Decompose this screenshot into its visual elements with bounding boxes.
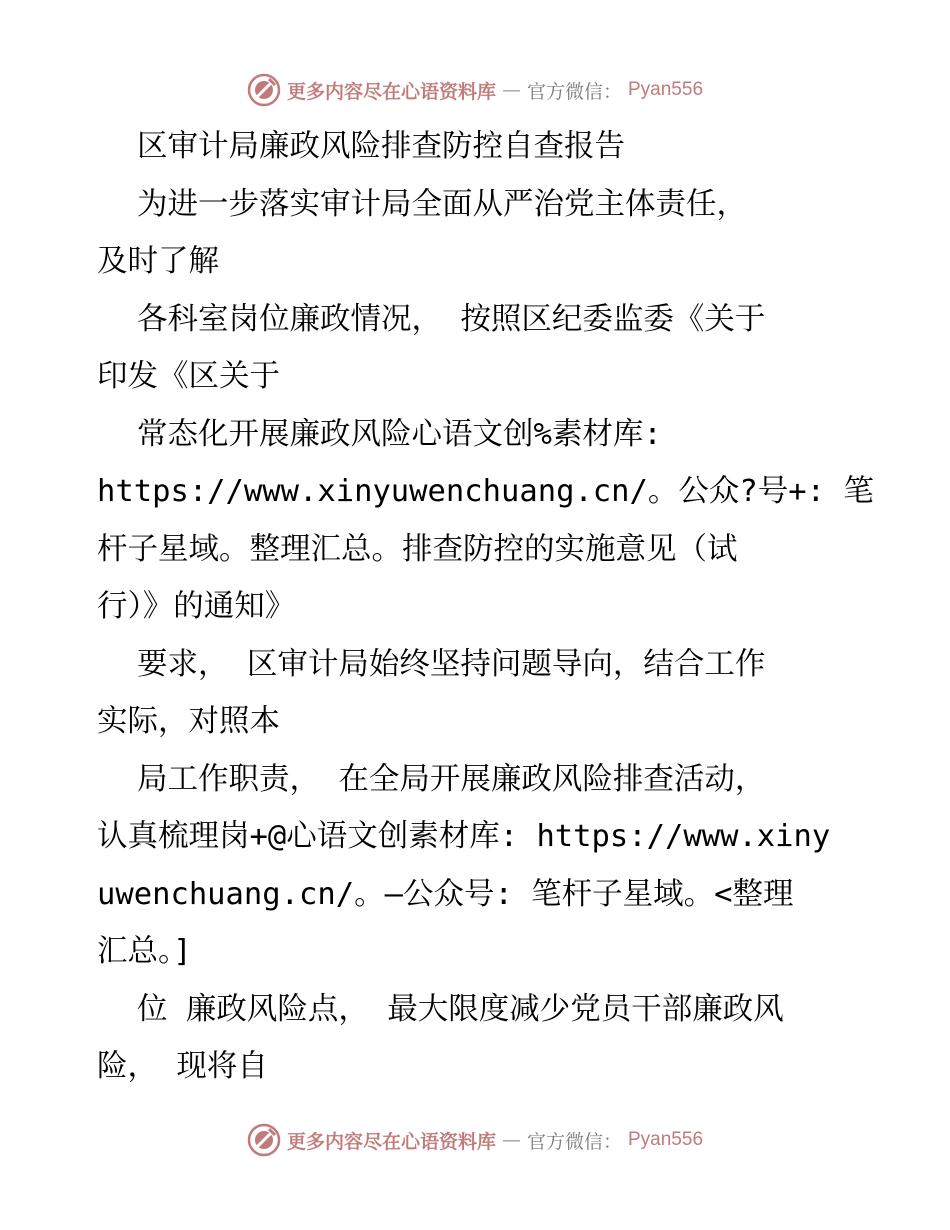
paragraph-line: 行）》的通知》 [97, 589, 296, 624]
paragraph-line: 杆子星域。整理汇总。排查防控的实施意见（试 [97, 531, 738, 567]
paragraph-line: 及时了解 [97, 244, 219, 279]
paragraph-line: uwenchuang.cn/。—公众号: 笔杆子星域。<整理 [97, 876, 794, 912]
paragraph-line: https://www.xinyuwenchuang.cn/。公众?号+: 笔 [97, 474, 874, 509]
pen-logo-icon [247, 73, 281, 107]
paragraph-line: 常态化开展廉政风险心语文创%素材库: [137, 416, 662, 452]
paragraph-line: 认真梳理岗+@心语文创素材库: https://www.xiny [97, 819, 831, 854]
watermark-main-text: 更多内容尽在心语资料库 [286, 80, 496, 103]
watermark-wechat-label: 官方微信： [526, 1130, 622, 1153]
paragraph-line: 险， 现将自 [97, 1049, 268, 1084]
watermark-separator: — [501, 1129, 521, 1151]
watermark-wechat-label: 官方微信： [526, 80, 622, 103]
paragraph-line: 汇总。] [97, 934, 192, 969]
watermark-wechat-id: Pyan556 [628, 1129, 704, 1150]
pen-logo-icon [247, 1123, 281, 1157]
watermark-main-text: 更多内容尽在心语资料库 [286, 1130, 496, 1153]
paragraph-line: 位 廉政风险点， 最大限度减少党员干部廉政风 [137, 991, 784, 1027]
watermark-wechat-id: Pyan556 [628, 79, 704, 100]
paragraph-line: 印发《区关于 [97, 359, 280, 394]
paragraph-line: 各科室岗位廉政情况， 按照区纪委监委《关于 [137, 301, 766, 337]
document-body [97, 118, 874, 1096]
document-title: 区审计局廉政风险排查防控自查报告 [137, 129, 625, 164]
paragraph-line: 局工作职责， 在全局开展廉政风险排查活动， [137, 761, 766, 797]
watermark-banner-bottom [0, 1120, 950, 1160]
watermark-separator: — [501, 79, 521, 101]
paragraph-line: 实际，对照本 [97, 704, 280, 739]
watermark-banner-top [0, 70, 950, 110]
paragraph-line: 要求， 区审计局始终坚持问题导向，结合工作 [137, 646, 766, 682]
paragraph-line: 为进一步落实审计局全面从严治党主体责任， [137, 186, 747, 222]
